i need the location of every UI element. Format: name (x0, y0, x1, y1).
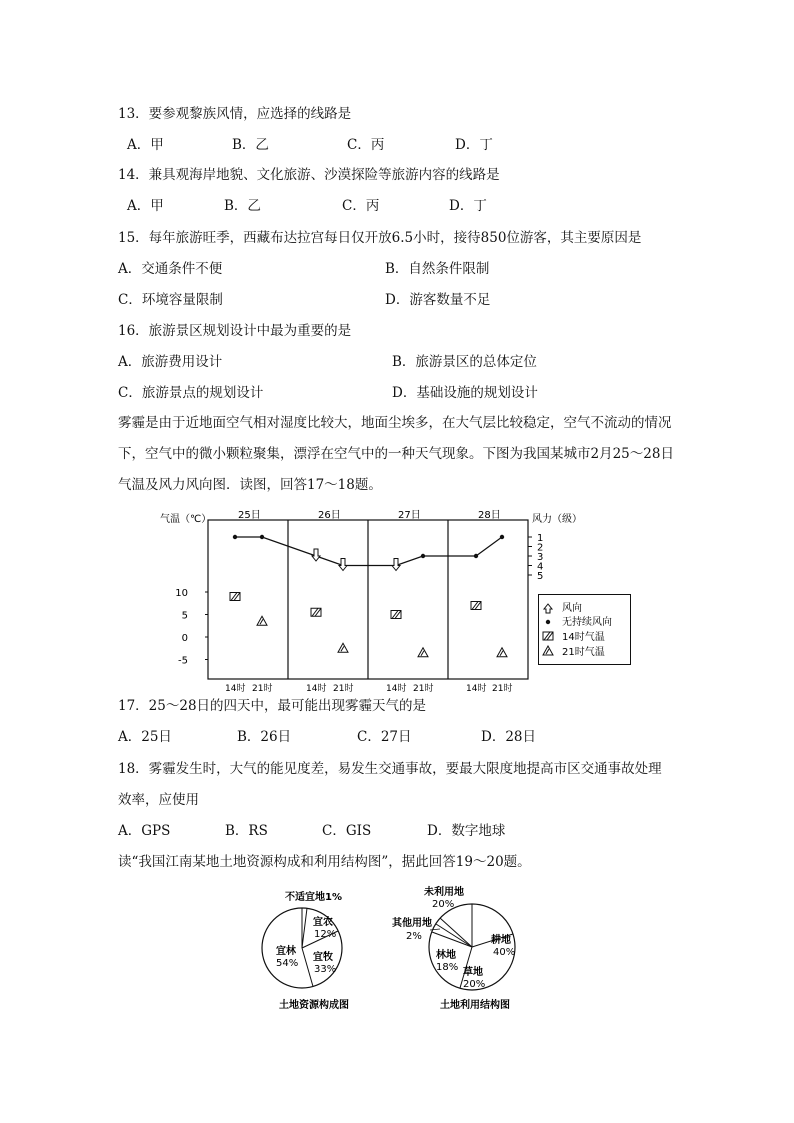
pie1-value-pasture: 33% (314, 964, 337, 975)
q15-option-c: C．环境容量限制 (118, 292, 223, 308)
legend-wind-direction: 风向 (562, 603, 582, 614)
passage-land: 读“我国江南某地土地资源构成和利用结构图”，据此回答19～20题。 (118, 854, 531, 870)
square-hatch-icon (543, 632, 553, 640)
pie2-label-grass: 草地 (463, 967, 483, 978)
pie2-value-cropland: 40% (493, 947, 516, 958)
pie1-title: 土地资源构成图 (279, 1000, 349, 1011)
y-right-tick: 5 (537, 571, 544, 582)
y-left-label: 气温（℃） (160, 514, 212, 525)
q15-option-a: A．交通条件不便 (118, 261, 223, 277)
pie1-value-farm: 12% (314, 929, 337, 940)
day-label: 26日 (318, 510, 341, 521)
pie2-value-woodland: 18% (436, 962, 459, 973)
legend-no-wind: 无持续风向 (562, 617, 612, 628)
x-tick-label: 21时 (413, 684, 434, 694)
q15-option-b: B．自然条件限制 (385, 261, 490, 277)
q16-option-b: B．旅游景区的总体定位 (392, 354, 537, 370)
q14-option-d: D．丁 (449, 198, 487, 214)
q13-option-b: B．乙 (232, 137, 269, 153)
y-left-tick: 5 (181, 610, 188, 622)
pie2-value-unused: 20% (432, 899, 455, 910)
y-right-tick: 4 (537, 561, 544, 573)
y-left-tick: -5 (178, 655, 188, 667)
pie2-label-other: 其他用地 (392, 918, 432, 929)
pie1-label-forest: 宜林 (276, 946, 296, 957)
weather-chart (0, 505, 794, 695)
y-right-tick: 3 (537, 552, 544, 563)
dot-icon (546, 620, 550, 624)
pie2-value-other: 2% (406, 931, 422, 942)
q13-stem: 13．要参观黎族风情，应选择的线路是 (118, 106, 352, 122)
x-tick-label: 21时 (492, 684, 513, 694)
passage-haze: 雾霾是由于近地面空气相对湿度比较大，地面尘埃多，在大气层比较稳定，空气不流动的情况下，空气中的微小颗粒聚集，漂浮在空气中的一种天气现象。下图为我国某城市2月25～28日气温及风力风向图．读图，回答17～18题。 (118, 415, 674, 493)
wind-point (233, 535, 237, 539)
q16-stem: 16．旅游景区规划设计中最为重要的是 (118, 323, 352, 339)
q15-option-d: D．游客数量不足 (385, 292, 491, 308)
pie2-label-woodland: 林地 (436, 950, 456, 961)
q18-option-d: D．数字地球 (427, 823, 506, 839)
wind-point (260, 535, 264, 539)
q13-option-d: D．丁 (455, 137, 493, 153)
q17-option-b: B．26日 (237, 729, 292, 745)
pie-charts (0, 880, 794, 1020)
y-right-label: 风力（级） (532, 514, 582, 525)
y-left-tick: 10 (175, 588, 188, 599)
q17-option-c: C．27日 (357, 729, 412, 745)
q18-option-c: C．GIS (322, 823, 372, 839)
q17-option-d: D．28日 (481, 729, 537, 745)
pie1-label-farm: 宜农 (313, 917, 333, 928)
pie1-label-unsuitable: 不适宜地1% (285, 892, 342, 903)
pie1 (262, 890, 349, 1011)
q18-stem-line1: 18．雾霾发生时，大气的能见度差，易发生交通事故，要最大限度地提高市区交通事故处理 (118, 761, 662, 777)
q16-option-d: D．基础设施的规划设计 (392, 385, 538, 401)
weather-legend (538, 594, 638, 666)
q15-stem: 15．每年旅游旺季，西藏布达拉宫每日仅开放6.5小时，接待850位游客，其主要原因是 (118, 230, 642, 246)
q18-option-a: A．GPS (118, 823, 171, 839)
y-right-tick: 1 (537, 533, 544, 544)
day-label: 25日 (238, 510, 261, 521)
wind-point (500, 535, 504, 539)
x-tick-label: 14时 (386, 684, 407, 694)
q14-option-b: B．乙 (224, 198, 261, 214)
pie1-value-forest: 54% (276, 958, 299, 969)
q17-option-a: A．25日 (118, 729, 172, 745)
x-tick-label: 14时 (225, 684, 246, 694)
legend-temp-21: 21时气温 (562, 647, 605, 658)
pie2 (392, 885, 515, 1011)
q14-stem: 14．兼具观海岸地貌、文化旅游、沙漠探险等旅游内容的线路是 (118, 167, 500, 183)
day-label: 28日 (478, 510, 501, 521)
x-tick-label: 21时 (333, 684, 354, 694)
legend-temp-14: 14时气温 (562, 632, 605, 643)
pie2-value-grass: 20% (463, 979, 486, 990)
q13-option-c: C．丙 (347, 137, 385, 153)
q17-stem: 17．25～28日的四天中，最可能出现雾霾天气的是 (118, 698, 427, 714)
q14-option-c: C．丙 (342, 198, 380, 214)
q14-option-a: A．甲 (127, 198, 164, 214)
y-left-tick: 0 (181, 633, 188, 644)
pie1-label-pasture: 宜牧 (313, 952, 333, 963)
day-label: 27日 (398, 510, 421, 521)
q16-option-a: A．旅游费用设计 (118, 354, 223, 370)
q16-option-c: C．旅游景点的规划设计 (118, 385, 264, 401)
pie2-label-cropland: 耕地 (491, 935, 511, 946)
pie2-title: 土地利用结构图 (440, 1000, 510, 1011)
q18-stem-line2: 效率，应使用 (118, 792, 199, 808)
x-tick-label: 21时 (252, 684, 273, 694)
wind-point (421, 554, 425, 558)
x-tick-label: 14时 (466, 684, 487, 694)
wind-point (474, 554, 478, 558)
x-tick-label: 14时 (306, 684, 327, 694)
q13-option-a: A．甲 (127, 137, 164, 153)
pie2-label-unused: 未利用地 (424, 887, 464, 898)
q18-option-b: B．RS (225, 823, 268, 839)
y-right-tick: 2 (537, 542, 544, 554)
